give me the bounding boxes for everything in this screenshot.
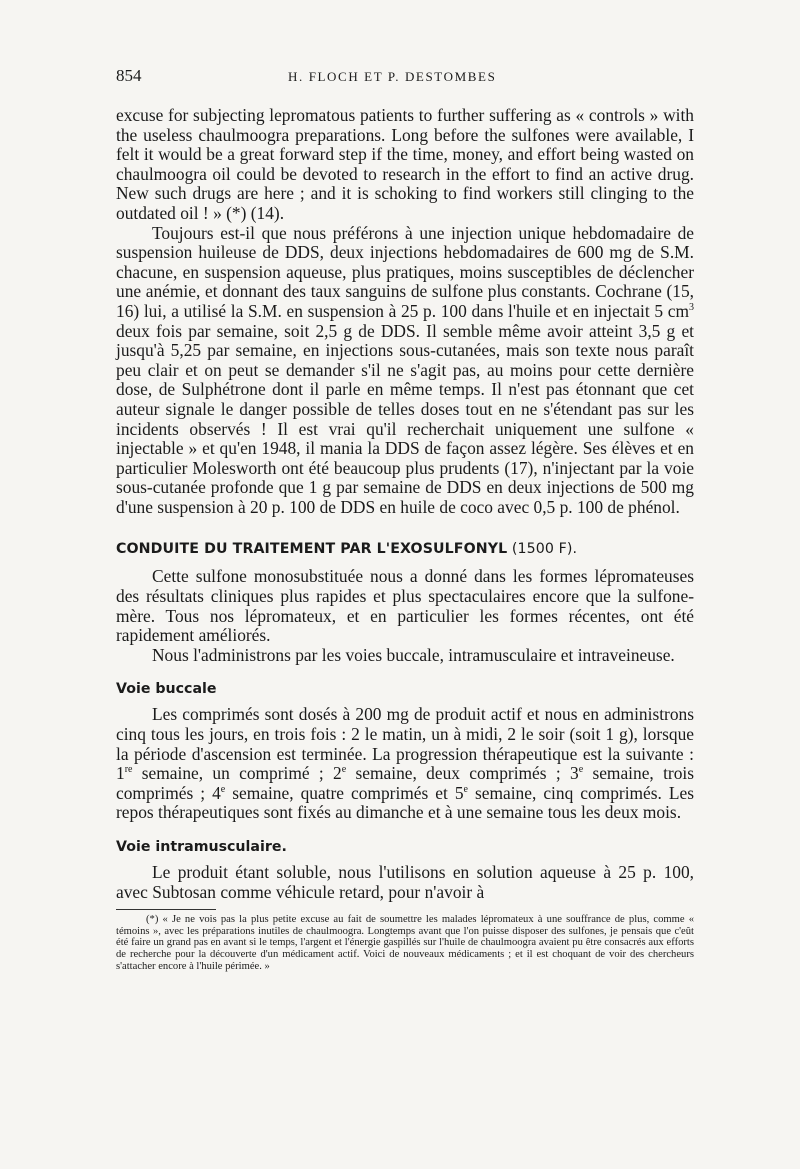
paragraph-text: Toujours est-il que nous préférons à une injection unique hebdomadaire de suspension huileuse de DDS, deux injections hebdomadaires de 600 mg de S.M. chacune, en suspension aqueuse, plus pratiques, moins susceptibles de déclencher une anémie, et donnant des taux sanguins de sulfone plus constants. Cochrane (15, 16) lui, a utilisé la S.M. en suspension à 25 p. 100 dans l'huile et en injectait 5 cm	[116, 222, 694, 321]
paragraph-text: semaine, un comprimé ; 2	[132, 763, 342, 784]
superscript: re	[124, 764, 133, 776]
subheading-voie-intramusculaire: Voie intramusculaire.	[116, 839, 287, 855]
paragraph-exosulfonyl-results: Cette sulfone monosubstituée nous a donné dans les formes lépromateuses des résultats cliniques plus rapides et plus spectaculaires encore que la sulfone-mère. Tous nos lépromateux, et en particulier les formes récentes, ont été rapidement améliorés.	[116, 566, 694, 646]
section-heading-title: CONDUITE DU TRAITEMENT PAR L'EXOSULFONYL	[116, 541, 508, 558]
paragraph-text: semaine, deux comprimés ; 3	[346, 763, 579, 784]
paragraph-text: semaine, quatre comprimés et 5	[225, 782, 464, 803]
paragraph-text: deux fois par semaine, soit 2,5 g de DDS. Il semble même avoir atteint 3,5 g et jusqu'à 5,25 par semaine, en injections sous-cutanées, mais son texte nous paraît peu clair et on peut se demander s'il ne s'agit pas, au moins pour cette dernière dose, de Sulphétrone dont il parle en même temps. Il n'est pas étonnant que cet auteur signale le danger possible de telles doses tout en ne s'étendant pas sur les incidents observés ! Il est vrai qu'il recherchait uniquement une sulfone « injectable » et qu'en 1948, il mania la DDS de façon assez légère. Ses élèves et en particulier Molesworth ont été beaucoup plus prudents (17), n'injectant par la voie sous-cutanée profonde que 1 g par semaine de DDS en deux injections de 500 mg d'une suspension à 20 p. 100 de DDS en huile de coco avec 0,5 p. 100 de phénol.	[116, 320, 694, 517]
paragraph-text: Les comprimés sont dosés à 200 mg de produit actif et nous en administrons cinq tous les jours, en trois fois : 2 le matin, un à midi, 2 le soir (soit 1 g), lorsque la période d'ascension est terminée. La progression thérapeutique est la suivante : 1	[116, 704, 694, 784]
paragraph-comprimes	[116, 705, 694, 823]
footnote: (*) « Je ne vois pas la plus petite excuse au fait de soumettre les malades lépromateux à une souffrance de plus, comme « témoins », avec les préparations inutiles de chaulmoogra. Longtemps avant que l'on puisse disposer des sulfones, je pensais que c'eût été faire un grand pas en avant si le temps, l'argent et l'énergie gaspillés sur l'huile de chaulmoogra avaient pu être consacrés aux efforts de recherche pour la découverte d'un médicament actif. Voici de nouveaux médicaments ; et il est choquant de voir des chercheurs s'attacher encore à l'huile périmée. »	[116, 914, 694, 972]
paragraph-english-quote-end: excuse for subjecting lepromatous patients to further suffering as « controls » with the useless chaulmoogra preparations. Long before the sulfones were available, I felt it would be a great forward step if the time, money, and effort being wasted on chaulmoogra oil could be devoted to research in the effort to find an active drug. New such drugs are here ; and it is schoking to find workers still clinging to the outdated oil ! » (*) (14).	[116, 105, 694, 223]
paragraph-administration-routes: Nous l'administrons par les voies buccale, intramusculaire et intraveineuse.	[152, 644, 675, 665]
superscript: 3	[689, 302, 694, 314]
running-title: H. FLOCH ET P. DESTOMBES	[288, 69, 497, 84]
page-number: 854	[116, 66, 142, 85]
section-heading	[116, 541, 694, 557]
running-head	[116, 66, 694, 90]
paragraph-solution-aqueuse: Le produit étant soluble, nous l'utilisons en solution aqueuse à 25 p. 100, avec Subtosan comme véhicule retard, pour n'avoir à	[116, 862, 694, 902]
footnote-rule	[116, 909, 216, 910]
section-heading-price: (1500 F).	[507, 541, 578, 558]
paragraph-text: semaine, cinq comprimés. Les repos thérapeutiques sont fixés au dimanche et à une semaine tous les deux mois.	[116, 782, 694, 823]
superscript: e	[220, 784, 226, 796]
subheading-voie-buccale: Voie buccale	[116, 681, 217, 698]
paragraph-dds-injections	[116, 224, 694, 518]
superscript: e	[463, 784, 468, 796]
superscript: e	[341, 764, 347, 776]
superscript: e	[578, 764, 584, 776]
paragraph-text: semaine, trois comprimés ; 4	[116, 763, 694, 803]
